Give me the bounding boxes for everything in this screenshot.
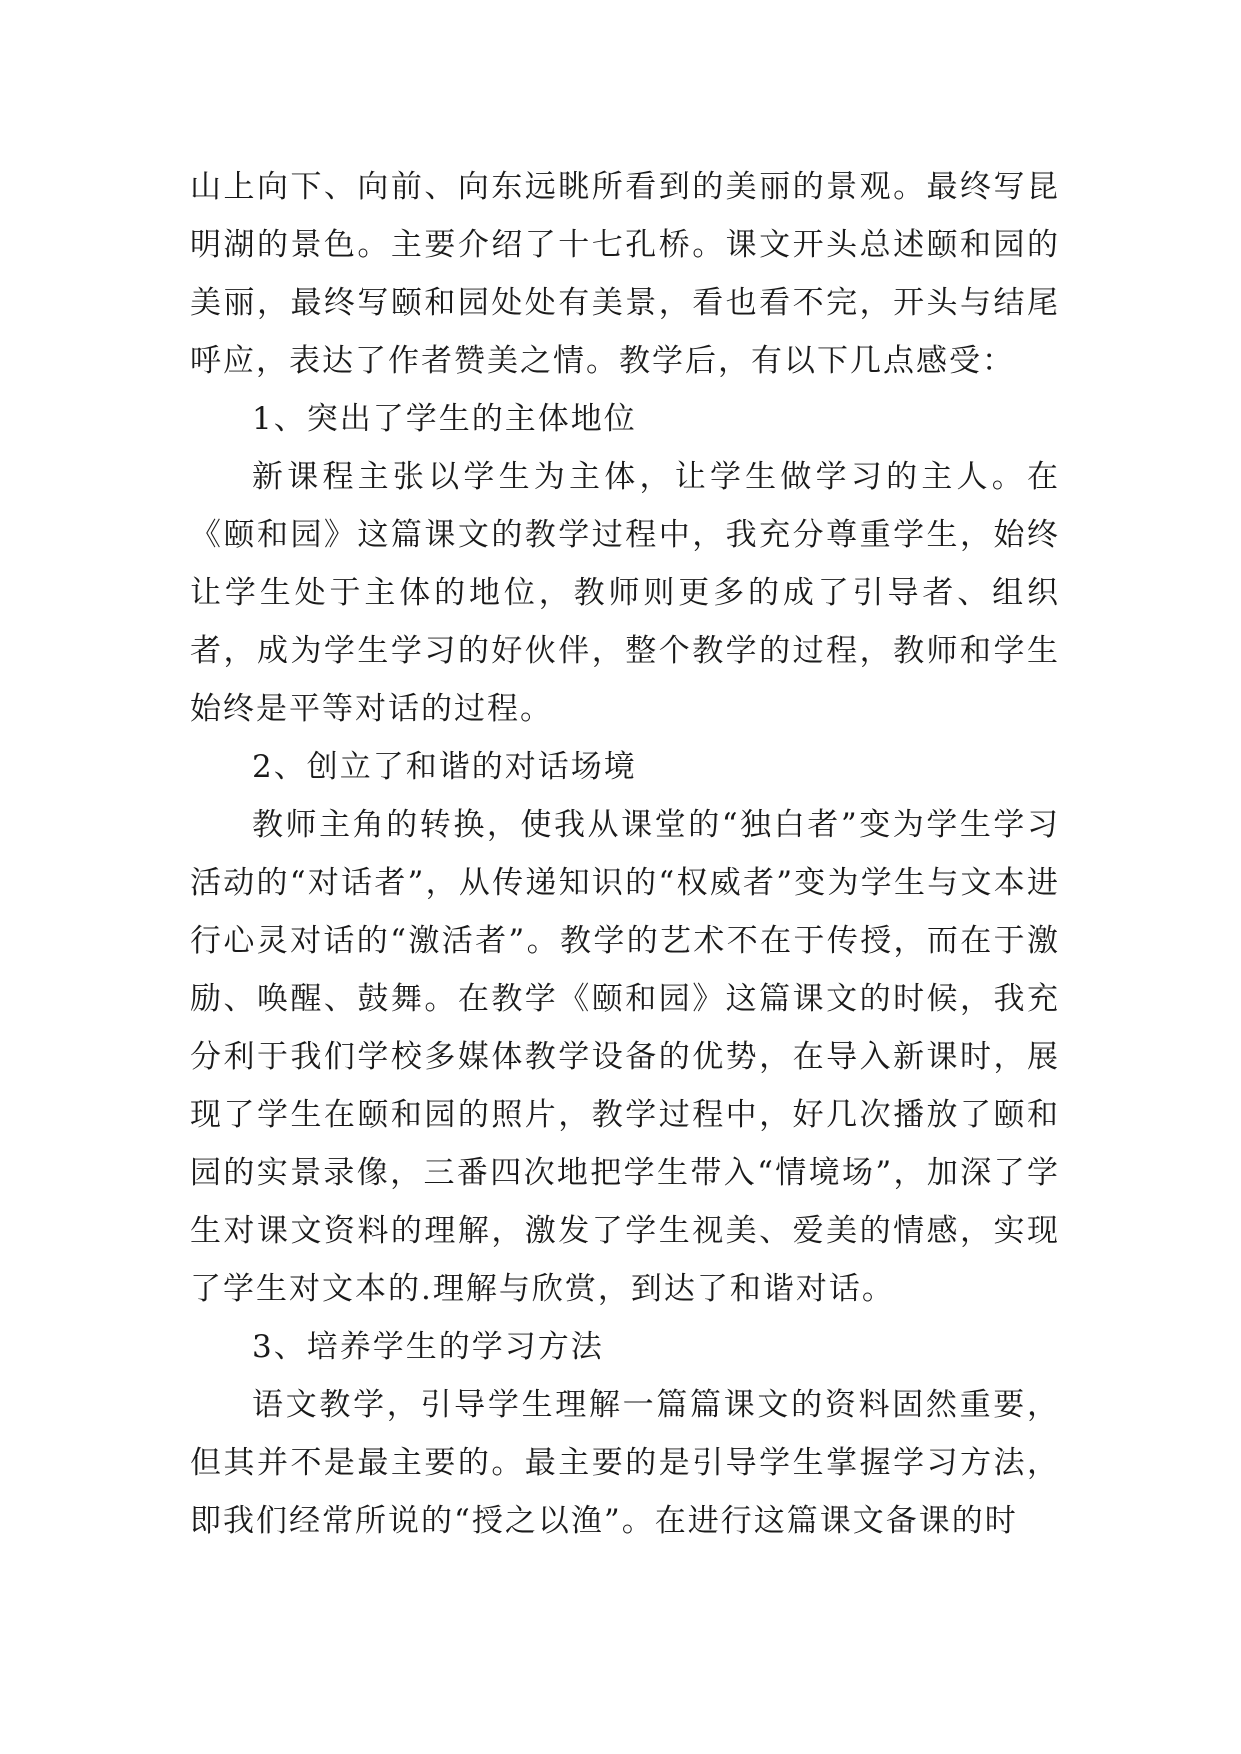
section-heading-2: 2、创立了和谐的对话场境	[252, 749, 637, 785]
paragraph-intro-continued: 山上向下、向前、向东远眺所看到的美丽的景观。最终写昆明湖的景色。主要介绍了十七孔桥。课文开头总述颐和园的美丽，最终写颐和园处处有美景，看也看不完，开头与结尾呼应，表达了作者赞美之情。教学后，有以下几点感受：	[190, 169, 1060, 379]
document-body	[190, 158, 1060, 1550]
paragraph-dialogue-scene: 教师主角的转换，使我从课堂的“独白者”变为学生学习活动的“对话者”，从传递知识的“权威者”变为学生与文本进行心灵对话的“激活者”。教学的艺术不在于传授，而在于激励、唤醒、鼓舞。在教学《颐和园》这篇课文的时候，我充分利于我们学校多媒体教学设备的优势，在导入新课时，展现了学生在颐和园的照片，教学过程中，好几次播放了颐和园的实景录像，三番四次地把学生带入“情境场”，加深了学生对课文资料的理解，激发了学生视美、爱美的情感，实现了学生对文本的.理解与欣赏，到达了和谐对话。	[190, 807, 1060, 1307]
paragraph-learning-method: 语文教学，引导学生理解一篇篇课文的资料固然重要，但其并不是最主要的。最主要的是引导学生掌握学习方法，即我们经常所说的“授之以渔”。在进行这篇课文备课的时	[190, 1387, 1060, 1539]
section-heading-1: 1、突出了学生的主体地位	[252, 401, 637, 437]
section-heading-3: 3、培养学生的学习方法	[252, 1329, 604, 1365]
paragraph-student-subject: 新课程主张以学生为主体，让学生做学习的主人。在《颐和园》这篇课文的教学过程中，我充分尊重学生，始终让学生处于主体的地位，教师则更多的成了引导者、组织者，成为学生学习的好伙伴，整个教学的过程，教师和学生始终是平等对话的过程。	[190, 459, 1060, 727]
